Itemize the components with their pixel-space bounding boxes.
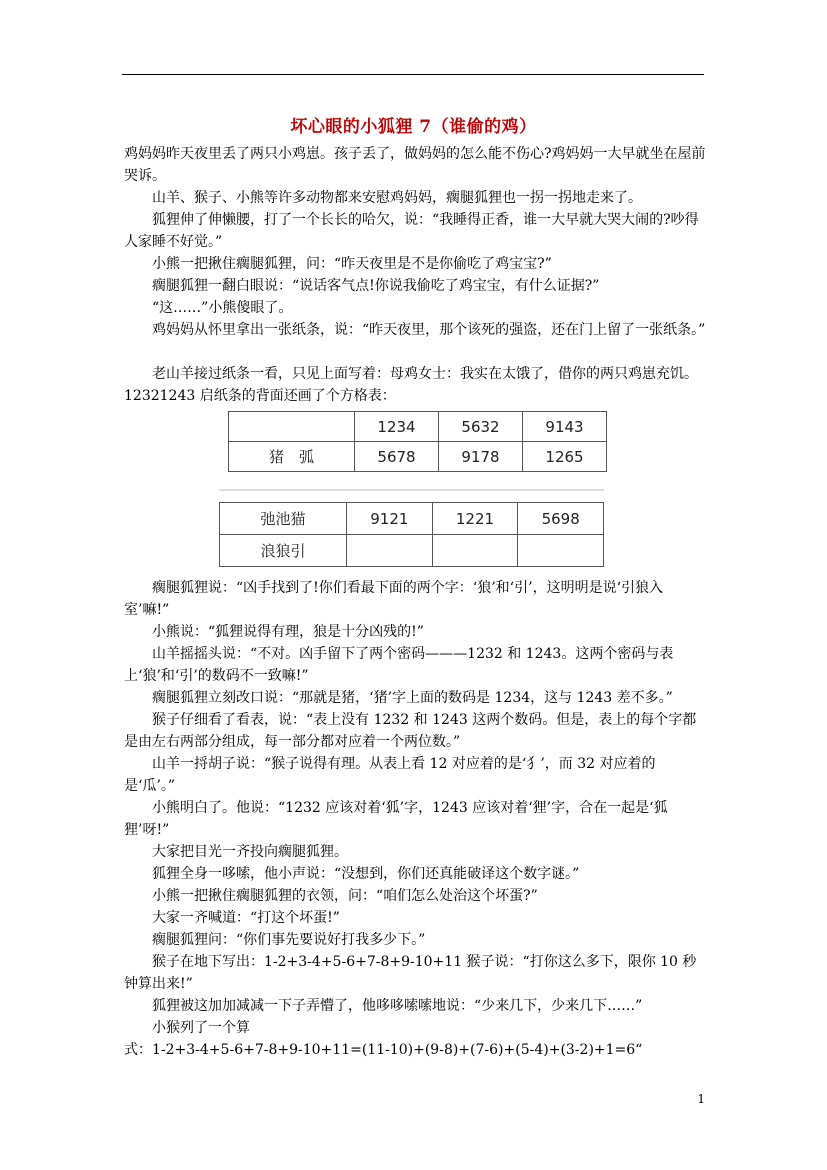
table-cell: 5698: [518, 503, 604, 535]
paragraph: 瘸腿狐狸立刻改口说：“那就是猪，‘猪’字上面的数码是 1234，这与 1243 差不多。”: [152, 690, 673, 706]
cipher-table-bottom: [219, 502, 604, 567]
header-rule: [122, 74, 704, 75]
paragraph: 老山羊接过纸条一看，只见上面写着：母鸡女士：我实在太饿了，借你的两只鸡崽充饥。12321243 启纸条的背面还画了个方格表：: [124, 366, 698, 404]
paragraph: 大家一齐喊道：“打这个坏蛋!”: [152, 910, 340, 926]
table-cell: 1265: [523, 442, 607, 472]
table-divider: [219, 489, 604, 491]
paragraph: 瘸腿狐狸问：“你们事先要说好打我多少下。”: [152, 932, 426, 948]
table-row: [220, 535, 604, 567]
table-cell: [347, 535, 433, 567]
table-cell: 5678: [355, 442, 439, 472]
table-cell: 弛池猫: [220, 503, 347, 535]
paragraph: “这……”小熊傻眼了。: [152, 300, 293, 316]
paragraph: 鸡妈妈昨天夜里丢了两只小鸡崽。孩子丢了，做妈妈的怎么能不伤心?鸡妈妈一大早就坐在屋前哭诉。: [124, 146, 706, 184]
page-title: 坏心眼的小狐狸 7（谁偷的鸡）: [290, 117, 537, 137]
paragraph: 狐狸被这加加减减一下子弄懵了，他哆哆嗦嗦地说：“少来几下，少来几下……”: [152, 998, 643, 1014]
table-cell: 猪 弧: [229, 442, 355, 472]
table-row: [229, 442, 607, 472]
table-cell: [432, 535, 518, 567]
paragraph: 小熊一把揪住瘸腿狐狸，问：“昨天夜里是不是你偷吃了鸡宝宝?”: [152, 256, 552, 272]
paragraph: 瘸腿狐狸一翻白眼说：“说话客气点!你说我偷吃了鸡宝宝，有什么证据?”: [152, 278, 600, 294]
table-cell: 浪狼引: [220, 535, 347, 567]
table-row: [220, 503, 604, 535]
table-cell: [518, 535, 604, 567]
paragraph: 式：1-2+3-4+5-6+7-8+9-10+11=(11-10)+(9-8)+(7-6)+(5-4)+(3-2)+1=6“: [124, 1042, 643, 1058]
paragraph: 猴子在地下写出：1-2+3-4+5-6+7-8+9-10+11 猴子说：“打你这么多下，限你 10 秒钟算出来!”: [124, 954, 697, 992]
paragraph: 小熊明白了。他说：“1232 应该对着‘狐’字，1243 应该对着‘狸’字，合在一起是‘狐狸’呀!”: [124, 800, 668, 838]
table-cell: 9121: [347, 503, 433, 535]
paragraph: 山羊、猴子、小熊等许多动物都来安慰鸡妈妈，瘸腿狐狸也一拐一拐地走来了。: [152, 190, 642, 206]
paragraph: 小猴列了一个算: [152, 1020, 250, 1036]
paragraph: 小熊一把揪住瘸腿狐狸的衣领，问：“咱们怎么处治这个坏蛋?”: [152, 888, 538, 904]
page-number: 1: [697, 1092, 705, 1106]
table-cell: 1234: [355, 412, 439, 442]
cipher-table-top: [228, 411, 607, 472]
paragraph: 狐狸伸了伸懒腰，打了一个长长的哈欠，说：“我睡得正香，谁一大早就大哭大闹的?吵得人家睡不好觉。”: [124, 212, 699, 250]
paragraph: 小熊说：“狐狸说得有理，狼是十分凶残的!”: [152, 624, 424, 640]
paragraph: 大家把目光一齐投向瘸腿狐狸。: [152, 844, 348, 860]
paragraph: 猴子仔细看了看表，说：“表上没有 1232 和 1243 这两个数码。但是，表上的每个字都是由左右两部分组成，每一部分都对应着一个两位数。”: [124, 712, 697, 750]
paragraph: 狐狸全身一哆嗦，他小声说：“没想到，你们还真能破译这个数字谜。”: [152, 866, 580, 882]
paragraph: 鸡妈妈从怀里拿出一张纸条，说：“昨天夜里，那个该死的强盗，还在门上留了一张纸条。”: [152, 322, 706, 338]
table-cell: 9143: [523, 412, 607, 442]
paragraph: 山羊摇摇头说：“不对。凶手留下了两个密码———1232 和 1243。这两个密码与表上‘狼’和‘引’的数码不一致嘛!”: [124, 646, 674, 684]
table-cell: 1221: [432, 503, 518, 535]
table-cell: 9178: [439, 442, 523, 472]
table-cell: 5632: [439, 412, 523, 442]
paragraph: 瘸腿狐狸说：“凶手找到了!你们看最下面的两个字：‘狼’和‘引’，这明明是说‘引狼入室’嘛!”: [124, 580, 664, 618]
table-row: [229, 412, 607, 442]
table-cell: [229, 412, 355, 442]
paragraph: 山羊一捋胡子说：“猴子说得有理。从表上看 12 对应着的是‘犭’，而 32 对应着的是‘瓜’。”: [124, 756, 656, 794]
